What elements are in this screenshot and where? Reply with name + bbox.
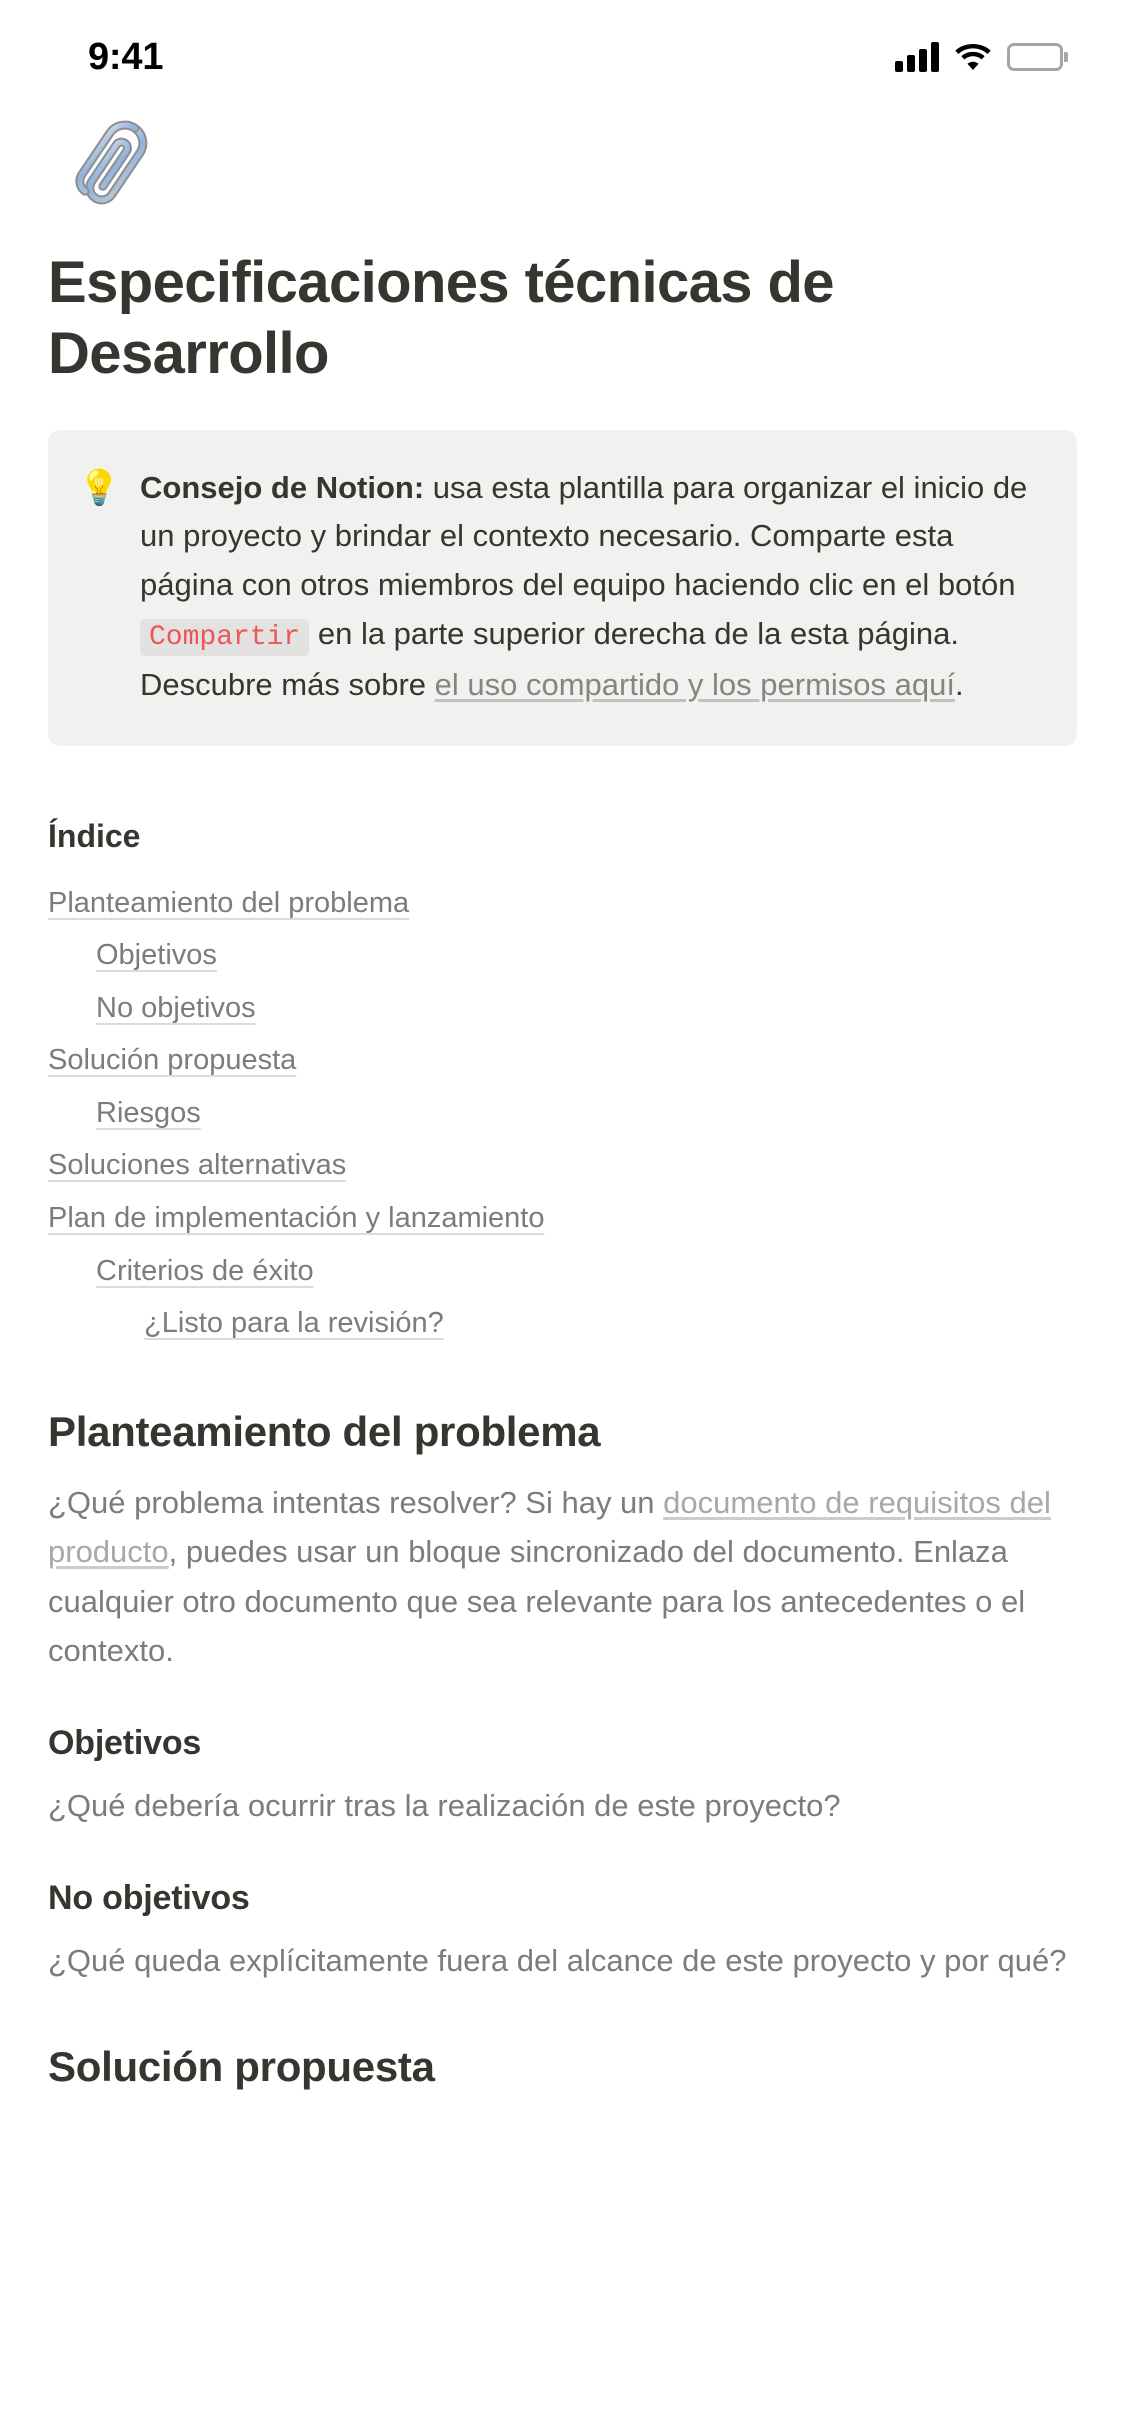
paperclip-emoji[interactable] — [48, 108, 168, 228]
status-bar-icons — [895, 42, 1063, 72]
toc-item-planteamiento-del-problema[interactable] — [48, 877, 1077, 930]
toc-item-solucion-propuesta[interactable] — [48, 1034, 1077, 1087]
toc-item-plan-de-implementacion[interactable] — [48, 1192, 1077, 1245]
toc-heading: Índice — [48, 817, 141, 854]
toc-link[interactable]: Soluciones alternativas — [48, 1149, 347, 1182]
status-bar-time: 9:41 — [88, 35, 164, 78]
paragraph-part-2: , puedes usar un bloque sincronizado del documento. Enlaza cualquier otro documento que sea relevante para los antecedentes o el contexto. — [48, 1534, 1026, 1669]
callout-body-1: usa esta plantilla para organizar el inicio de un proyecto y brindar el contexto necesario. Comparte esta página con otros miembros del equipo haciendo clic en el botón — [140, 469, 1028, 603]
toc-link[interactable]: Planteamiento del problema — [48, 886, 410, 919]
page-content — [0, 100, 1125, 2113]
section-no-objetivos — [48, 1879, 1077, 1986]
toc-link[interactable]: ¿Listo para la revisión? — [144, 1307, 444, 1340]
toc-item-no-objetivos[interactable] — [96, 982, 1077, 1035]
section-objetivos — [48, 1724, 1077, 1831]
sharing-permissions-link[interactable]: el uso compartido y los permisos aquí — [434, 666, 955, 702]
toc-item-listo-para-la-revision[interactable] — [144, 1297, 1077, 1350]
toc-link[interactable]: Solución propuesta — [48, 1044, 297, 1077]
heading-objetivos[interactable]: Objetivos — [48, 1724, 202, 1763]
battery-full-icon — [1007, 43, 1063, 71]
heading-no-objetivos[interactable]: No objetivos — [48, 1878, 250, 1917]
callout-text — [140, 464, 1039, 710]
section-planteamiento-del-problema — [48, 1408, 1077, 1676]
toc-item-riesgos[interactable] — [96, 1087, 1077, 1140]
toc-link[interactable]: Criterios de éxito — [96, 1254, 314, 1287]
notion-tip-callout[interactable] — [48, 430, 1077, 746]
paragraph-objetivos: ¿Qué debería ocurrir tras la realización de este proyecto? — [48, 1788, 841, 1824]
toc-link[interactable]: Objetivos — [96, 939, 217, 972]
toc-item-objetivos[interactable] — [96, 929, 1077, 982]
toc-link[interactable]: No objetivos — [96, 991, 256, 1024]
toc-list — [48, 877, 1077, 1350]
cellular-signal-icon — [895, 42, 939, 72]
toc-link[interactable]: Riesgos — [96, 1096, 201, 1129]
heading-planteamiento-del-problema[interactable]: Planteamiento del problema — [48, 1407, 601, 1455]
paragraph-part-1: ¿Qué problema intentas resolver? Si hay un — [48, 1484, 664, 1520]
table-of-contents — [48, 818, 1077, 1350]
toc-item-soluciones-alternativas[interactable] — [48, 1139, 1077, 1192]
heading-solucion-propuesta[interactable]: Solución propuesta — [48, 2043, 435, 2091]
lightbulb-emoji: 💡 — [78, 468, 121, 507]
product-requirements-doc-link[interactable]: documento de requisitos del producto — [48, 1484, 1051, 1570]
section-solucion-propuesta — [48, 2043, 1077, 2091]
status-bar — [0, 0, 1125, 100]
callout-lead: Consejo de Notion: — [140, 469, 425, 505]
paragraph-no-objetivos: ¿Qué queda explícitamente fuera del alcance de este proyecto y por qué? — [48, 1942, 1067, 1978]
toc-link[interactable]: Plan de implementación y lanzamiento — [48, 1201, 545, 1234]
callout-body-2: en la parte superior derecha de la esta página. Descubre más sobre — [140, 616, 959, 702]
page-title[interactable]: Especificaciones técnicas de Desarrollo — [48, 250, 834, 386]
toc-item-criterios-de-exito[interactable] — [96, 1245, 1077, 1298]
paragraph-planteamiento-del-problema — [48, 1478, 1077, 1676]
wifi-icon — [955, 43, 991, 71]
callout-body-3: . — [954, 666, 964, 702]
share-code-span: Compartir — [140, 619, 309, 656]
